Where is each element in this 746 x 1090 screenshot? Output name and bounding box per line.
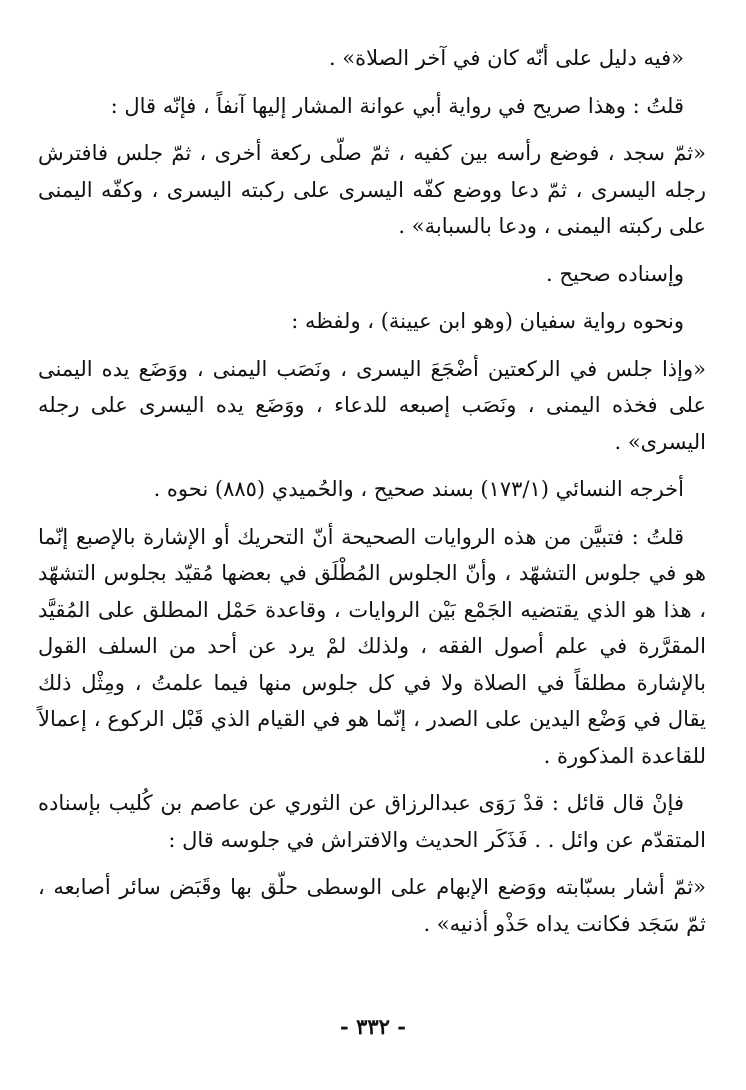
- paragraph-abu-awana-note: قلتُ : وهذا صريح في رواية أبي عوانة المشار إليها آنفاً ، فإنّه قال :: [110, 93, 684, 118]
- paragraph-quote-end-of-prayer: «فيه دليل على أنّه كان في آخر الصلاة» .: [328, 46, 684, 70]
- page-number: - ٣٣٢ -: [340, 1014, 406, 1039]
- paragraph-nasai-reference: أخرجه النسائي (١٧٣/١) بسند صحيح ، والحُميدي (٨٨٥) نحوه .: [153, 477, 684, 501]
- paragraph-sufyan-narration: ونحوه رواية سفيان (وهو ابن عيينة) ، ولفظه :: [291, 309, 684, 333]
- paragraph-sufyan-quote: «وإذا جلس في الركعتين أضْجَعَ اليسرى ، ونَصَب اليمنى ، ووَضَع يده اليمنى على فخذه اليمنى ، ونَصَب إصبعه للدعاء ، ووَضَع يده اليسرى على رجله اليسرى» .: [38, 356, 706, 454]
- paragraph-commentary: قلتُ : فتبيَّن من هذه الروايات الصحيحة أنّ التحريك أو الإشارة بالإصبع إنّما هو في جلوس التشهّد ، وأنّ الجلوس المُطْلَق في بعضها مُقيّد بجلوس التشهّد ، هذا هو الذي يقتضيه الجَمْع بَيْن الروايات ، وقاعدة حَمْل المطلق على المُقيَّد المقرَّرة في علم أصول الفقه ، ولذلك لمْ يرد عن أحد من السلف القول بالإشارة مطلقاً في الصلاة ولا في كل جلوس منها فيما علمتُ ، ومِثْل ذلك يقال في وَضْع اليدين على الصدر ، إنّما هو في القيام الذي قَبْل الركوع ، إعمالاً للقاعدة المذكورة .: [38, 524, 706, 768]
- paragraph-isnad-sahih: وإسناده صحيح .: [546, 261, 684, 286]
- page-body: [38, 40, 706, 1050]
- paragraph-hadith-quote: «ثمّ سجد ، فوضع رأسه بين كفيه ، ثمّ صلّى ركعة أخرى ، ثمّ جلس فافترش رجله اليسرى ، ثمّ دعا ووضع كفّه اليسرى على ركبته اليسرى ، وكفّه اليمنى على ركبته اليمنى ، ودعا بالسبابة» .: [38, 141, 707, 238]
- paragraph-final-quote: «ثمّ أشار بسبّابته ووَضع الإبهام على الوسطى حلّق بها وقَبَض سائر أصابعه ، ثمّ سَجَد فكانت يداه حَذْو أذنيه» .: [38, 875, 706, 936]
- paragraph-objection: فإنْ قال قائل : قدْ رَوَى عبدالرزاق عن الثوري عن عاصم بن كُليب بإسناده المتقدّم عن وائل . . فَذَكَر الحديث والافتراش في جلوسه قال :: [38, 791, 706, 852]
